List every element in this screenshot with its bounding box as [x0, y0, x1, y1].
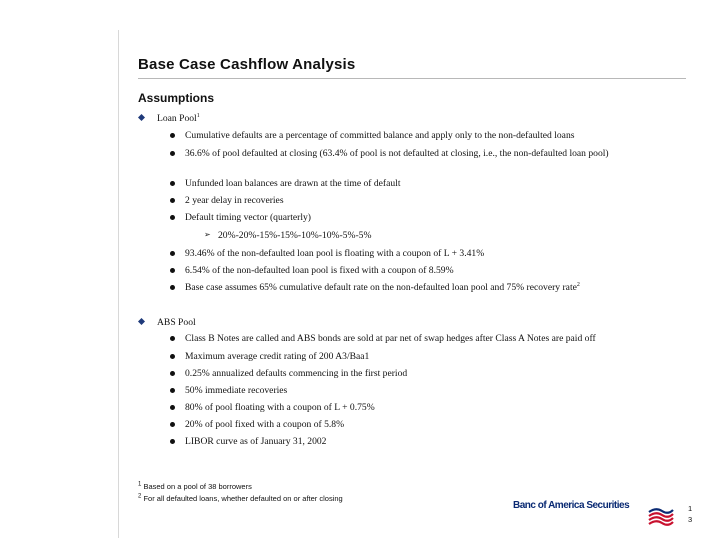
list-item: Class B Notes are called and ABS bonds are sold at par net of swap hedges after Class A Notes are paid off	[185, 332, 663, 346]
left-margin-rule	[118, 30, 119, 538]
round-bullet-icon	[170, 285, 175, 290]
list-item: Maximum average credit rating of 200 A3/Baa1	[185, 350, 663, 364]
abs-pool-label: ABS Pool	[157, 317, 196, 328]
brand-logo-text: Banc of America Securities	[513, 500, 630, 511]
diamond-bullet-icon	[138, 318, 145, 325]
round-bullet-icon	[170, 422, 175, 427]
round-bullet-icon	[170, 268, 175, 273]
round-bullet-icon	[170, 336, 175, 341]
list-item: Cumulative defaults are a percentage of committed balance and apply only to the non-defaulted loans	[185, 129, 663, 143]
loan-pool-label: Loan Pool	[157, 113, 197, 124]
list-item: 50% immediate recoveries	[185, 384, 663, 398]
round-bullet-icon	[170, 151, 175, 156]
list-item: 80% of pool floating with a coupon of L + 0.75%	[185, 401, 663, 415]
round-bullet-icon	[170, 181, 175, 186]
footnote: $^1$ Based on a pool of 38 borrowers	[138, 481, 252, 491]
section-heading: Assumptions	[138, 91, 215, 105]
list-item: 2 year delay in recoveries	[185, 194, 663, 208]
round-bullet-icon	[170, 371, 175, 376]
round-bullet-icon	[170, 354, 175, 359]
list-item: 36.6% of pool defaulted at closing (63.4% of pool is not defaulted at closing, i.e., the non-defaulted loan pool)	[185, 147, 663, 161]
page-number: 1	[688, 504, 693, 513]
round-bullet-icon	[170, 215, 175, 220]
abs-pool-heading	[157, 317, 196, 328]
arrow-bullet-icon: ➢	[204, 230, 211, 239]
round-bullet-icon	[170, 251, 175, 256]
list-item: 0.25% annualized defaults commencing in the first period	[185, 367, 663, 381]
default-vector: ➢ 20%-20%-15%-15%-10%-10%-5%-5%	[204, 230, 372, 241]
list-item: 6.54% of the non-defaulted loan pool is fixed with a coupon of 8.59%	[185, 264, 663, 278]
list-item: LIBOR curve as of January 31, 2002	[185, 435, 663, 449]
list-item: 93.46% of the non-defaulted loan pool is floating with a coupon of L + 3.41%	[185, 247, 663, 261]
diamond-bullet-icon	[138, 114, 145, 121]
loan-pool-heading	[157, 113, 200, 124]
list-item: Unfunded loan balances are drawn at the time of default	[185, 177, 663, 191]
footnote-ref: 2	[576, 281, 580, 288]
footnote: $^2$ For all defaulted loans, whether defaulted on or after closing	[138, 493, 343, 503]
list-item: 20% of pool fixed with a coupon of 5.8%	[185, 418, 663, 432]
footnote-ref: 1	[196, 112, 200, 119]
round-bullet-icon	[170, 133, 175, 138]
flag-logo-icon	[648, 505, 674, 529]
round-bullet-icon	[170, 405, 175, 410]
list-item: Base case assumes 65% cumulative default rate on the non-defaulted loan pool and 75% recovery rate$^2$	[185, 281, 663, 295]
round-bullet-icon	[170, 198, 175, 203]
page-title: Base Case Cashflow Analysis	[138, 56, 356, 73]
round-bullet-icon	[170, 388, 175, 393]
title-divider	[138, 78, 686, 79]
round-bullet-icon	[170, 439, 175, 444]
page-number: 3	[688, 515, 693, 524]
list-item: Default timing vector (quarterly)	[185, 211, 663, 225]
